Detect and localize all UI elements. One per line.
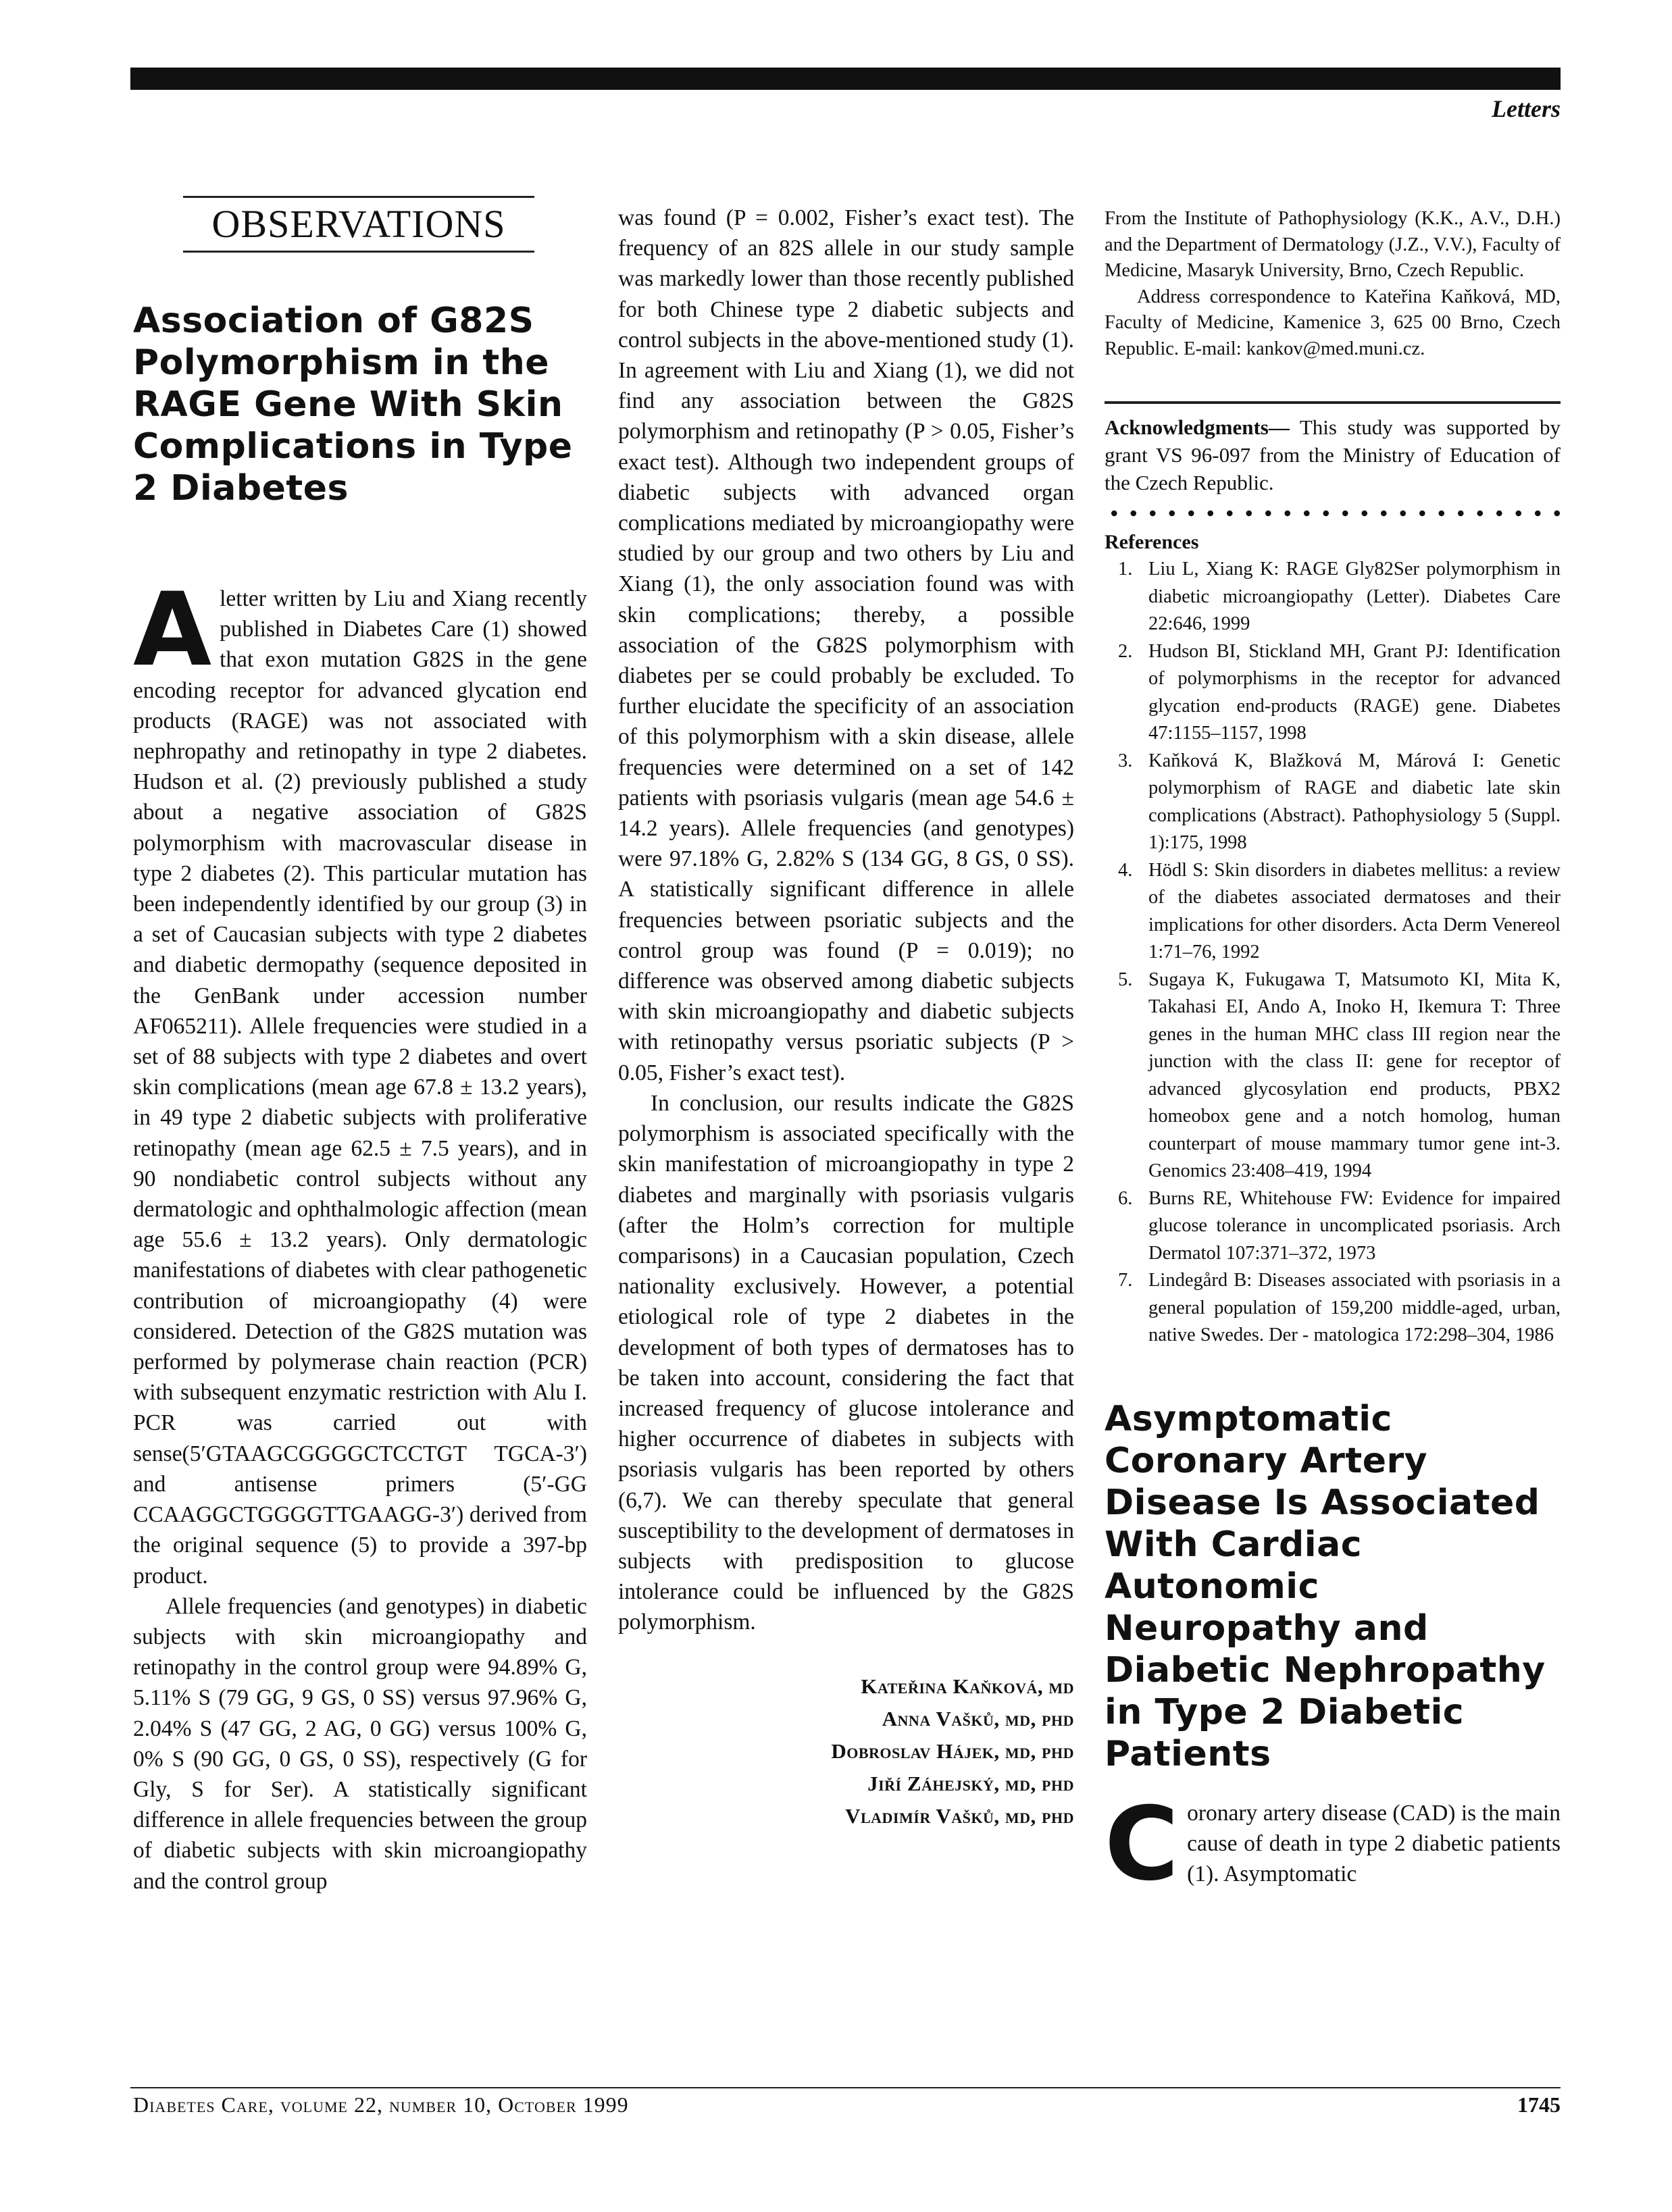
author: Anna Vašků, md, phd xyxy=(882,1706,1074,1730)
reference-item: 7. Lindegård B: Diseases associated with psoriasis in a general population of 159,200 middle-aged, urban, native Swedes. Der - matologica 172:298–304, 1986 xyxy=(1118,1270,1561,1345)
header-rule xyxy=(130,68,1561,90)
second-article-paragraph xyxy=(1105,1785,1561,1903)
author-list xyxy=(618,1670,1074,1832)
page-number: 1745 xyxy=(1517,2092,1561,2117)
reference-item: 5. Sugaya K, Fukugawa T, Matsumoto KI, Mita K, Takahasi EI, Ando A, Inoko H, Ikemura T: Three genes in the human MHC class III region near the junction with the class II: gene for receptor of advanced glycosylation end products, PBX2 homeobox gene and a notch homolog, human counterpart of mouse mammary tumor gene int-3. Genomics 23:408–419, 1994 xyxy=(1118,969,1561,1181)
reference-list xyxy=(1105,556,1561,1349)
author: Dobroslav Hájek, md, phd xyxy=(831,1739,1074,1763)
paragraph-3: was found (P = 0.002, Fisher’s exact test). The frequency of an 82S allele in our study sample was markedly lower than those recently published for both Chinese type 2 diabetic subjects and control subjects in the above-mentioned study (1). In agreement with Liu and Xiang (1), we did not find any association between the G82S polymorphism and retinopathy (P > 0.05, Fisher’s exact test). Although two independent groups of diabetic subjects with advanced organ complications mediated by microangiopathy were studied by our group and two others by Liu and Xiang (1), the only association found was with skin complications; thereby, a possible association of the G82S polymorphism with diabetes per se could probably be excluded. To further elucidate the specificity of an association of this polymorphism with a skin disease, allele frequencies were determined on a set of 142 patients with psoriasis vulgaris (mean age 54.6 ± 14.2 years). Allele frequencies (and genotypes) were 97.18% G, 2.82% S (134 GG, 8 GS, 0 SS). A statistically significant difference in allele frequencies between psoriatic subjects and the control group was found (P = 0.019); no difference was observed among diabetic subjects with skin microangiopathy and diabetic subjects with retinopathy versus psoriatic subjects (P > 0.05, Fisher’s exact test). xyxy=(618,205,1074,1085)
correspondence: Address correspondence to Kateřina Kaňková, MD, Faculty of Medicine, Kamenice 3, 625 00 Brno, Czech Republic. E-mail: kankov@med.muni.cz. xyxy=(1105,286,1561,359)
reference-item: 2. Hudson BI, Stickland MH, Grant PJ: Identification of polymorphisms in the receptor for advanced glycation end-products (RAGE) gene. Diabetes 47:1155–1157, 1998 xyxy=(1118,640,1561,744)
author: Vladimír Vašků, md, phd xyxy=(845,1803,1074,1828)
paragraph-4: In conclusion, our results indicate the G82S polymorphism is associated specifically with the skin manifestation of microangiopathy in type 2 diabetes and marginally with psoriasis vulgaris (after the Holm’s correction for multiple comparisons) in a Caucasian population, Czech nationality exclusively. However, a potential etiological role of type 2 diabetes in the development of both types of dermatoses has to be taken into account, considering the fact that increased frequency of glucose intolerance and higher occurrence of diabetes in subjects with psoriasis vulgaris has been reported by others (6,7). We can thereby speculate that general susceptibility to the development of dermatoses in subjects with predisposition to glucose intolerance could be influenced by the G82S polymorphism. xyxy=(618,1090,1074,1635)
column-3 xyxy=(1105,206,1561,1903)
acknowledgments-text: This study was supported by grant VS 96-097 from the Ministry of Education of the Czech Republic. xyxy=(1105,415,1561,494)
divider-rule xyxy=(1105,401,1561,404)
acknowledgments xyxy=(1105,413,1561,496)
paragraph-1-text: letter written by Liu and Xiang recently published in Diabetes Care (1) showed that exon mutation G82S in the gene encoding receptor for advanced glycation end products (RAGE) was not associated with nephropathy and retinopathy in type 2 diabetes. Hudson et al. (2) previously published a study about a negative association of G82S polymorphism with macrovascular disease in type 2 diabetes (2). This particular mutation has been independently identified by our group (3) in a set of Caucasian subjects with type 2 diabetes and diabetic dermopathy (sequence deposited in the GenBank under accession number AF065211). Allele frequencies were studied in a set of 88 subjects with type 2 diabetes and overt skin complications (mean age 67.8 ± 13.2 years), in 49 type 2 diabetic subjects with proliferative retinopathy (mean age 62.5 ± 7.5 years), and in 90 nondiabetic control subjects without any dermatologic and ophthalmologic affection (mean age 55.6 ± 13.2 years). Only dermatologic manifestations of diabetes with clear pathogenetic contribution of microangiopathy (4) were considered. Detection of the G82S mutation was performed by polymerase chain reaction (PCR) with subsequent enzymatic restriction with Alu I. PCR was carried out with sense(5′GTAAGCGGGGCTCCTGT TGCA-3′) and antisense primers (5′-GG CCAAGGCTGGGGTTGAAGG-3′) derived from the original sequence (5) to provide a 397-bp product. xyxy=(133,586,587,1589)
paragraph-2: Allele frequencies (and genotypes) in diabetic subjects with skin microangiopathy and retinopathy in the control group were 94.89% G, 5.11% S (79 GG, 9 GS, 0 SS) versus 97.96% G, 2.04% S (47 GG, 2 AG, 0 GG) versus 100% G, 0% S (90 GG, 0 GS, 0 SS), respectively (G for Gly, S for Ser). A statistically significant difference in allele frequencies between the group of diabetic subjects with skin microangiopathy and the control group xyxy=(133,1593,587,1894)
second-article-text: oronary artery disease (CAD) is the main cause of death in type 2 diabetic patients (1). Asymptomatic xyxy=(1187,1800,1561,1886)
reference-item: 3. Kaňková K, Blažková M, Márová I: Genetic polymorphism of RAGE and diabetic late skin complications (Abstract). Pathophysiology 5 (Suppl. 1):175, 1998 xyxy=(1118,750,1561,853)
acknowledgments-label: Acknowledgments— xyxy=(1105,415,1290,439)
references-heading: References xyxy=(1105,531,1199,553)
drop-cap: A xyxy=(133,571,212,689)
article-title: Association of G82S Polymorphism in the RAGE Gene With Skin Complications in Type 2 Diabetes xyxy=(133,301,573,509)
reference-item: 1. Liu L, Xiang K: RAGE Gly82Ser polymorphism in diabetic microangiopathy (Letter). Diabetes Care 22:646, 1999 xyxy=(1118,559,1561,634)
dotted-divider xyxy=(1105,510,1561,517)
observations-label: OBSERVATIONS xyxy=(183,196,534,253)
author: Jiří Záhejský, md, phd xyxy=(867,1771,1074,1795)
section-label: Letters xyxy=(1492,95,1561,122)
column-1 xyxy=(133,196,587,1897)
drop-cap: C xyxy=(1105,1785,1180,1903)
reference-item: 6. Burns RE, Whitehouse FW: Evidence for impaired glucose tolerance in uncomplicated psoriasis. Arch Dermatol 107:371–372, 1973 xyxy=(1118,1187,1561,1264)
footer-journal: Diabetes Care, volume 22, number 10, October 1999 xyxy=(133,2092,629,2117)
column-2 xyxy=(618,203,1074,1832)
footer-rule xyxy=(130,2087,1561,2088)
author: Kateřina Kaňková, md xyxy=(861,1674,1074,1698)
second-article-title: Asymptomatic Coronary Artery Disease Is Associated With Cardiac Autonomic Neuropathy and Diabetic Nephropathy in Type 2 Diabetic Patients xyxy=(1105,1398,1546,1774)
reference-item: 4. Hödl S: Skin disorders in diabetes mellitus: a review of the diabetes associated dermatoses and their implications for other disorders. Acta Derm Venereol 1:71–76, 1992 xyxy=(1118,859,1561,962)
paragraph-1 xyxy=(133,571,587,1591)
affiliation: From the Institute of Pathophysiology (K.K., A.V., D.H.) and the Department of Dermatology (J.Z., V.V.), Faculty of Medicine, Masaryk University, Brno, Czech Republic. xyxy=(1105,208,1561,281)
